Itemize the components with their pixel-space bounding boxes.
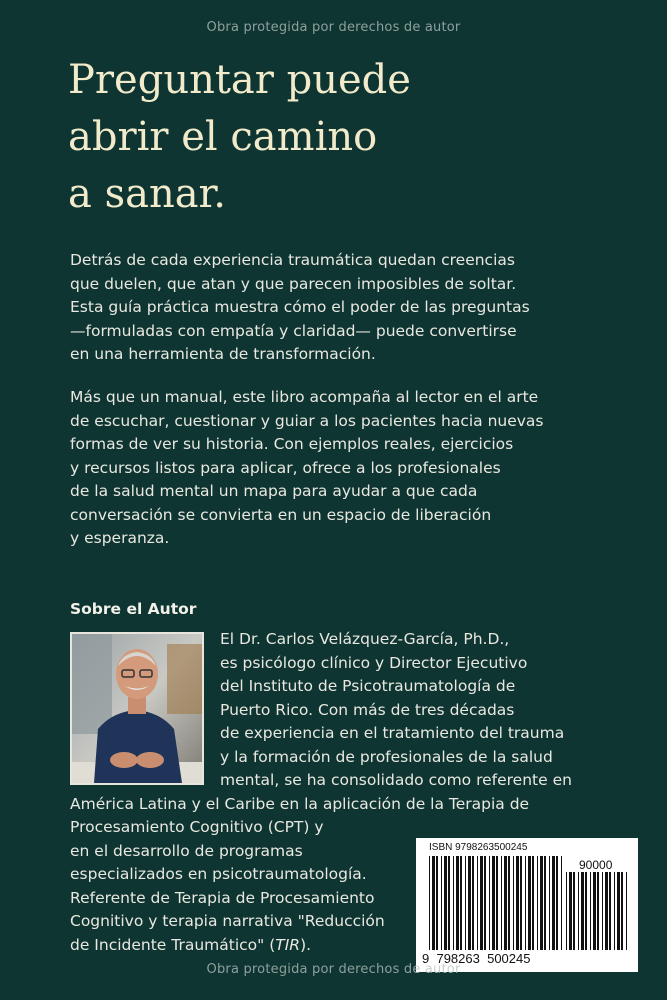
barcode-bar	[537, 856, 538, 950]
barcode-bar	[468, 856, 471, 950]
barcode-bar	[465, 856, 466, 950]
barcode-bar	[441, 856, 442, 950]
barcode-bar	[626, 872, 627, 950]
text-line: y esperanza.	[70, 529, 170, 547]
text-line: y recursos listos para aplicar, ofrece a los profesionales	[70, 458, 501, 477]
barcode-bar	[569, 872, 572, 950]
barcode-bar	[508, 856, 510, 950]
text-line: Esta guía práctica muestra cómo el poder de las preguntas	[70, 298, 530, 316]
bio-line: Puerto Rico. Con más de tres décadas	[220, 700, 515, 719]
barcode-bar	[585, 872, 587, 950]
bio-line: mental, se ha consolidado como referente en	[220, 771, 572, 789]
barcode-bar	[513, 856, 514, 950]
bio-line: del Instituto de Psicotraumatología de	[220, 677, 516, 695]
bio-line: Cognitivo y terapia narrativa "Reducción	[70, 912, 385, 930]
bio-italic-acronym: TIR	[275, 935, 301, 954]
text-line: de la salud mental un mapa para ayudar a que cada	[70, 482, 478, 500]
barcode-bar	[477, 856, 478, 950]
isbn-label: ISBN 9798263500245	[429, 842, 528, 853]
isbn-barcode	[416, 838, 638, 972]
barcode-bar	[566, 872, 567, 950]
description-paragraph-1	[70, 249, 550, 367]
barcode-bar	[520, 856, 522, 950]
barcode-bar	[492, 856, 495, 950]
barcode-bar	[544, 856, 546, 950]
cover-title	[68, 52, 628, 223]
barcode-bar	[593, 872, 596, 950]
bio-text: de Incidente Traumático" (	[70, 935, 276, 954]
description-paragraph-2	[70, 386, 550, 551]
text-line: en una herramienta de transformación.	[70, 345, 376, 363]
text-line: conversación se convierta en un espacio de liberación	[70, 505, 492, 524]
barcode-bar	[460, 856, 462, 950]
title-line-3: a sanar.	[68, 171, 226, 217]
barcode-bar	[436, 856, 438, 950]
text-line: de escuchar, cuestionar y guiar a los pacientes hacia nuevas	[70, 411, 544, 430]
barcode-bar	[605, 872, 608, 950]
text-line: Detrás de cada experiencia traumática quedan creencias	[70, 251, 515, 269]
barcode-bar	[552, 856, 555, 950]
barcode-bar	[429, 856, 430, 950]
barcode-bar	[472, 856, 474, 950]
bio-text-end: ).	[300, 935, 312, 954]
barcode-bar	[561, 856, 562, 950]
bio-line: de experiencia en el tratamiento del trauma	[220, 724, 565, 742]
barcode-bar	[540, 856, 543, 950]
bio-line: especializados en psicotraumatología.	[70, 865, 367, 883]
barcode-bar	[484, 856, 486, 950]
bio-line: es psicólogo clínico y Director Ejecutivo	[220, 653, 528, 672]
barcode-bar	[525, 856, 526, 950]
barcode-bar	[480, 856, 483, 950]
barcode-bar	[496, 856, 498, 950]
barcode-bar	[504, 856, 507, 950]
text-line: formas de ver su historia. Con ejemplos reales, ejercicios	[70, 435, 514, 453]
barcode-bar	[432, 856, 435, 950]
barcode-bar	[516, 856, 519, 950]
bio-line: Referente de Terapia de Procesamiento	[70, 888, 375, 907]
title-line-2: abrir el camino	[68, 114, 378, 160]
barcode-bar	[581, 872, 584, 950]
barcode-bar	[489, 856, 490, 950]
bio-line: y la formación de profesionales de la salud	[220, 747, 553, 766]
barcode-digits-left: 798263	[436, 951, 480, 966]
barcode-bar	[556, 856, 558, 950]
barcode-bar	[621, 872, 623, 950]
bio-line: El Dr. Carlos Velázquez-García, Ph.D.,	[220, 630, 510, 648]
price-code: 90000	[579, 858, 613, 872]
copyright-watermark-bottom: Obra protegida por derechos de autor	[206, 962, 461, 977]
barcode-bar	[549, 856, 550, 950]
barcode-bar	[528, 856, 531, 950]
barcode-bar	[501, 856, 502, 950]
author-section-heading: Sobre el Autor	[70, 600, 197, 618]
text-line: —formuladas con empatía y claridad— puede convertirse	[70, 321, 517, 340]
barcode-bar	[448, 856, 450, 950]
bio-line: América Latina y el Caribe en la aplicación de la Terapia de	[70, 794, 530, 813]
barcode-bar	[609, 872, 611, 950]
text-line: que duelen, que atan y que parecen imposibles de soltar.	[70, 274, 517, 293]
text-line: Más que un manual, este libro acompaña al lector en el arte	[70, 388, 539, 406]
barcode-bar	[532, 856, 534, 950]
bio-line: en el desarrollo de programas	[70, 841, 303, 860]
barcode-bar	[614, 872, 615, 950]
barcode-bar	[573, 872, 575, 950]
title-line-1: Preguntar puede	[68, 57, 411, 103]
copyright-watermark-top: Obra protegida por derechos de autor	[206, 20, 461, 35]
barcode-bar	[578, 872, 579, 950]
barcode-bar	[597, 872, 599, 950]
barcode-bar	[456, 856, 459, 950]
barcode-bar	[453, 856, 454, 950]
barcode-bar	[444, 856, 447, 950]
barcode-digits-right: 500245	[487, 951, 531, 966]
barcode-bar	[590, 872, 591, 950]
barcode-digit-first: 9	[422, 951, 430, 966]
barcode-bar	[602, 872, 603, 950]
bio-line: Procesamiento Cognitivo (CPT) y	[70, 818, 324, 836]
barcode-bar	[617, 872, 620, 950]
